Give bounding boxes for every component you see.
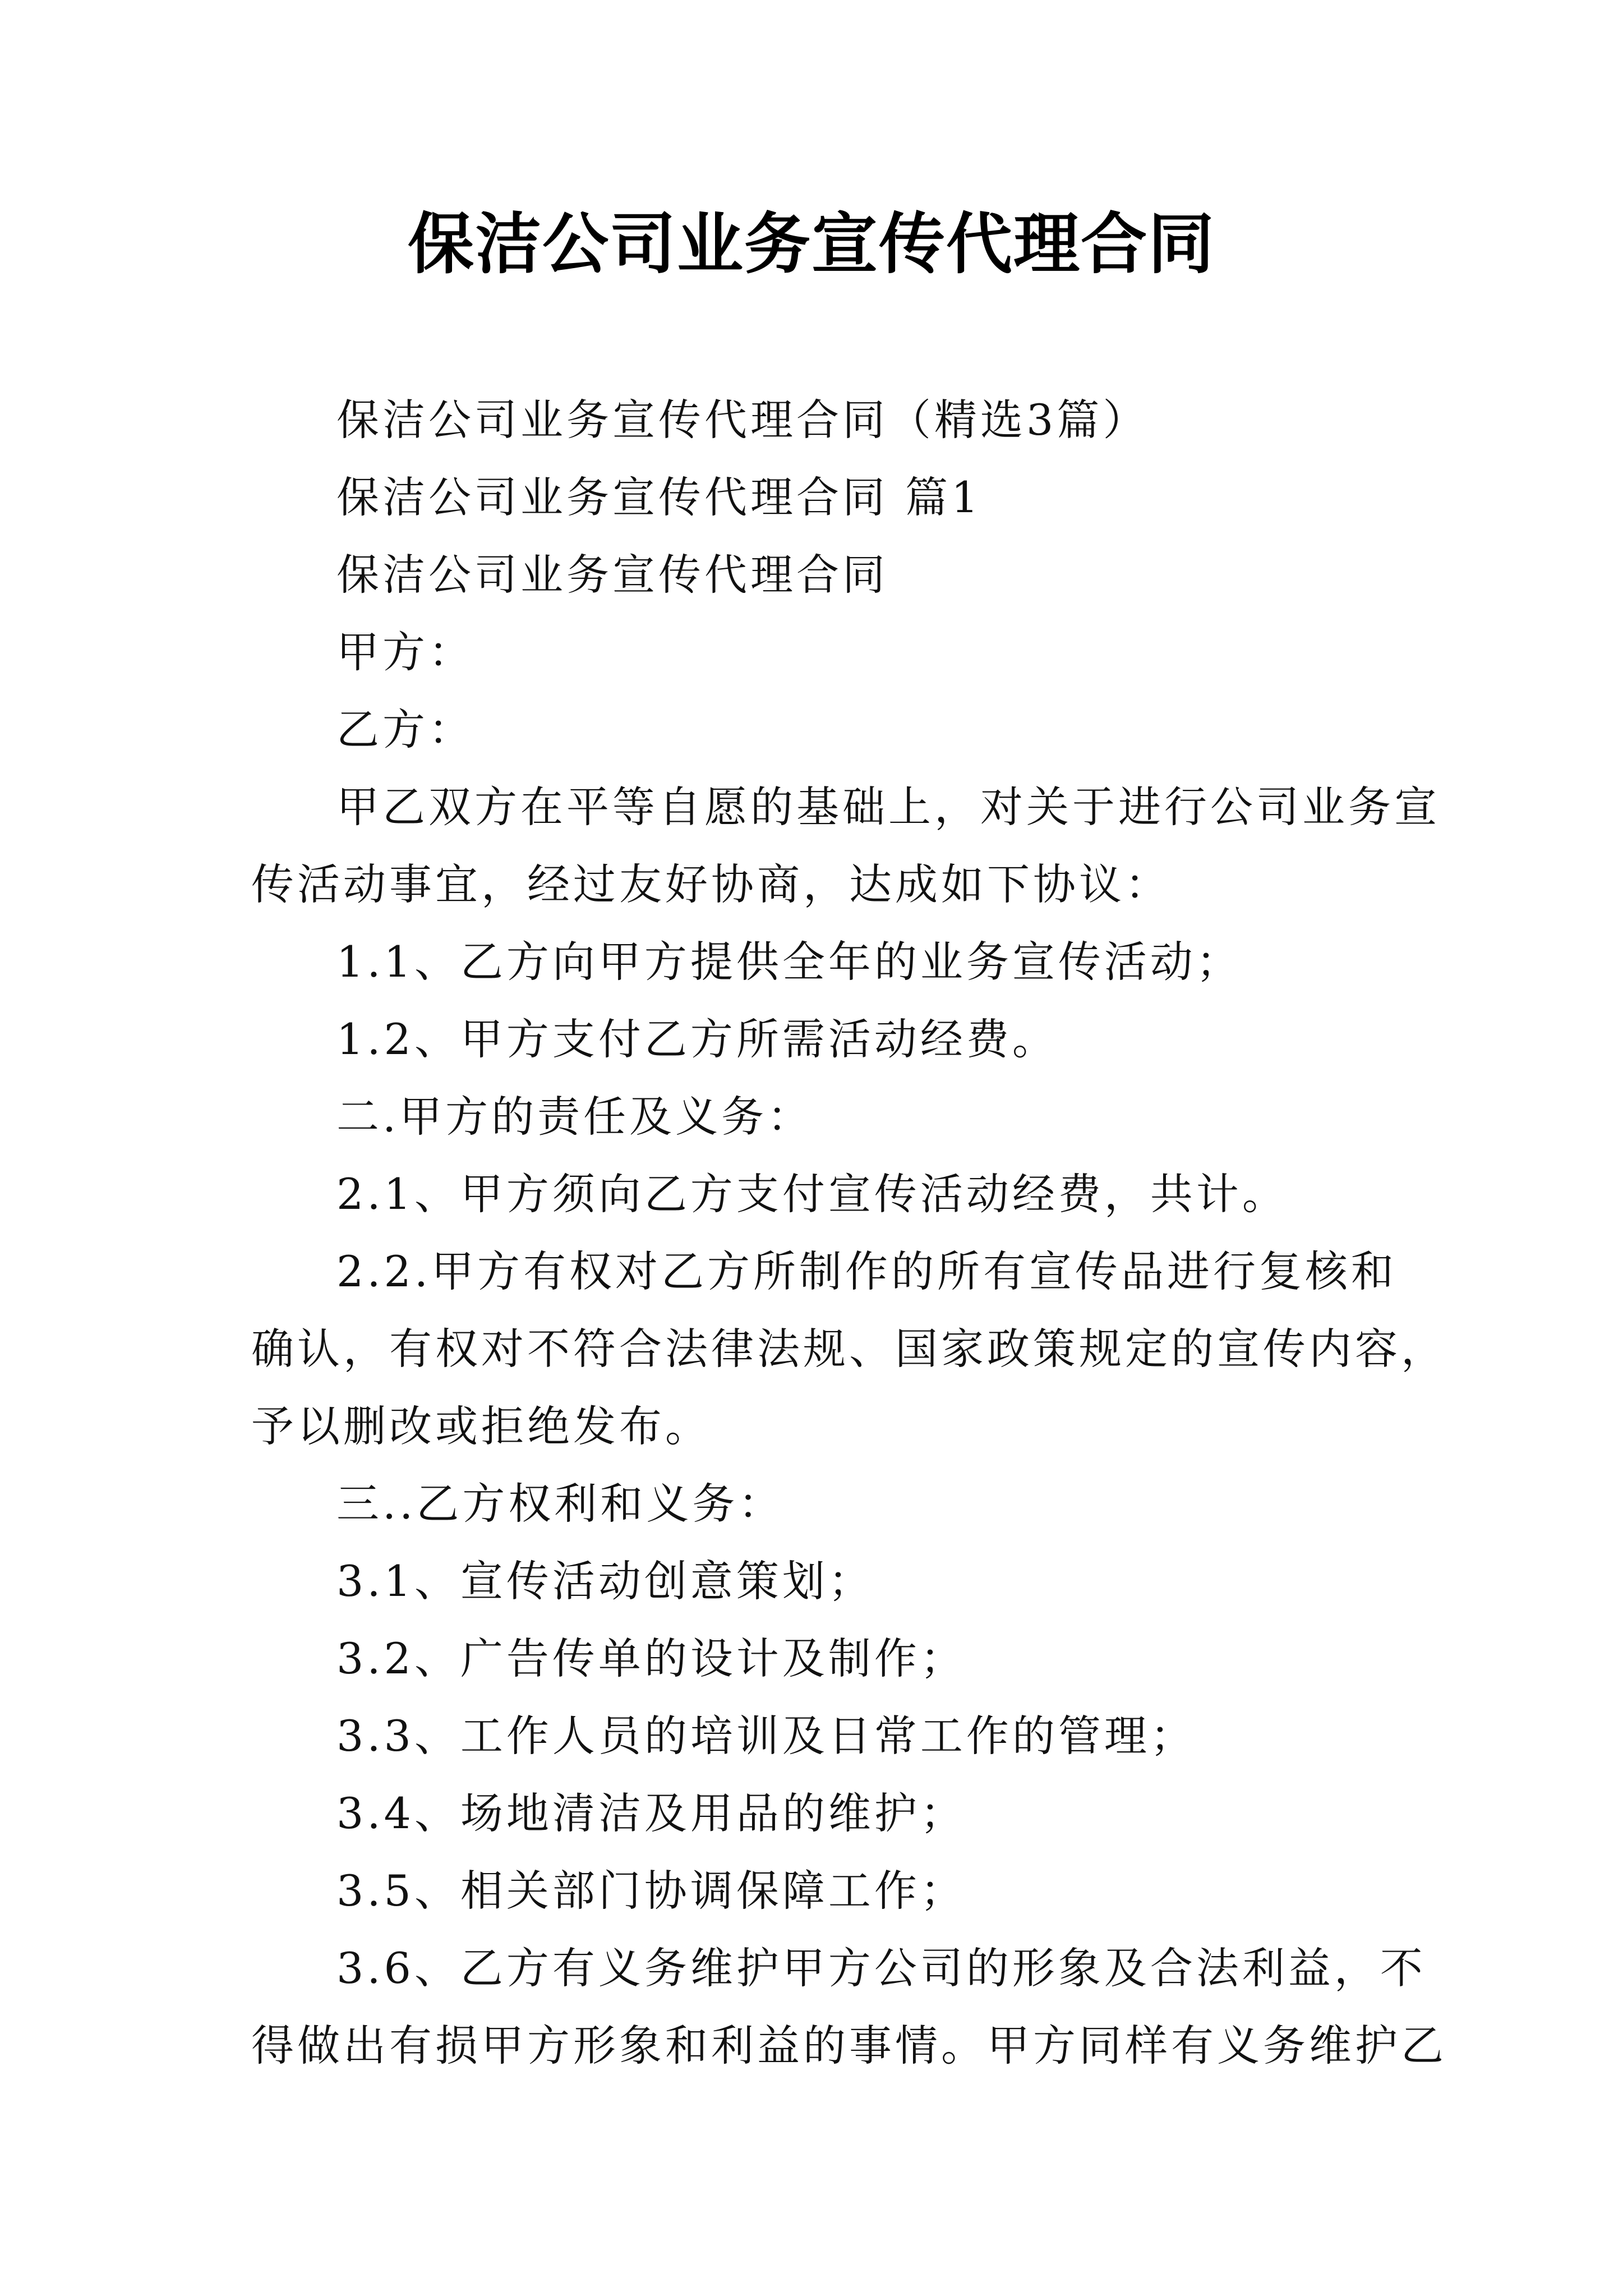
clause-2-1 bbox=[251, 1156, 1395, 1233]
paragraph-line: 三..乙方权利和义务： bbox=[336, 1479, 785, 1529]
paragraph-line: 传活动事宜，经过友好协商，达成如下协议： bbox=[251, 859, 1171, 909]
paragraph-line: 甲乙双方在平等自愿的基础上，对关于进行公司业务宣 bbox=[336, 782, 1440, 832]
document-title: 保洁公司业务宣传代理合同 bbox=[407, 205, 1215, 283]
paragraph-line: 保洁公司业务宣传代理合同（精选3篇） bbox=[336, 395, 1149, 445]
clause-1-1 bbox=[251, 923, 1395, 1001]
paragraph-preamble bbox=[251, 769, 1440, 923]
paragraph-line: 2.1、甲方须向乙方支付宣传活动经费，共计。 bbox=[336, 1169, 1288, 1219]
paragraph-line: 得做出有损甲方形象和利益的事情。甲方同样有义务维护乙 bbox=[251, 2021, 1447, 2070]
clause-3-3 bbox=[251, 1697, 1395, 1775]
clause-3-1 bbox=[251, 1543, 1395, 1620]
clause-3-5 bbox=[251, 1852, 1395, 1930]
paragraph-line: 予以删改或拒绝发布。 bbox=[251, 1401, 711, 1451]
paragraph-line: 1.1、乙方向甲方提供全年的业务宣传活动； bbox=[336, 937, 1242, 987]
clause-2-2 bbox=[251, 1233, 1447, 1465]
paragraph-line: 2.2.甲方有权对乙方所制作的所有宣传品进行复核和 bbox=[336, 1246, 1398, 1296]
paragraph-section-heading bbox=[251, 459, 1395, 536]
paragraph-line: 3.4、场地清洁及用品的维护； bbox=[336, 1788, 966, 1838]
paragraph-line: 3.1、宣传活动创意策划； bbox=[336, 1556, 874, 1606]
section-3-heading bbox=[251, 1465, 1395, 1543]
clause-3-2 bbox=[251, 1620, 1395, 1697]
paragraph-line: 3.3、工作人员的培训及日常工作的管理； bbox=[336, 1711, 1196, 1761]
paragraph-line: 二.甲方的责任及义务： bbox=[336, 1092, 814, 1142]
paragraph-line: 1.2、甲方支付乙方所需活动经费。 bbox=[336, 1014, 1058, 1064]
clause-1-2 bbox=[251, 1001, 1395, 1078]
paragraph-line: 确认，有权对不符合法律法规、国家政策规定的宣传内容， bbox=[251, 1324, 1447, 1374]
document-body bbox=[251, 381, 1447, 2085]
paragraph-line: 3.6、乙方有义务维护甲方公司的形象及合法利益，不 bbox=[336, 1943, 1426, 1993]
paragraph-line: 3.5、相关部门协调保障工作； bbox=[336, 1866, 966, 1916]
clause-3-4 bbox=[251, 1775, 1395, 1852]
clause-3-6 bbox=[251, 1930, 1447, 2085]
section-2-heading bbox=[251, 1078, 1395, 1156]
paragraph-line: 保洁公司业务宣传代理合同 bbox=[336, 550, 888, 600]
paragraph-subtitle bbox=[251, 381, 1395, 459]
paragraph-line: 乙方： bbox=[336, 705, 474, 754]
party-a-label bbox=[251, 614, 1395, 691]
paragraph-line: 保洁公司业务宣传代理合同 篇1 bbox=[336, 472, 982, 522]
paragraph-line: 甲方： bbox=[336, 627, 474, 677]
party-b-label bbox=[251, 691, 1395, 769]
paragraph-line: 3.2、广告传单的设计及制作； bbox=[336, 1634, 966, 1683]
paragraph-contract-name bbox=[251, 536, 1395, 614]
